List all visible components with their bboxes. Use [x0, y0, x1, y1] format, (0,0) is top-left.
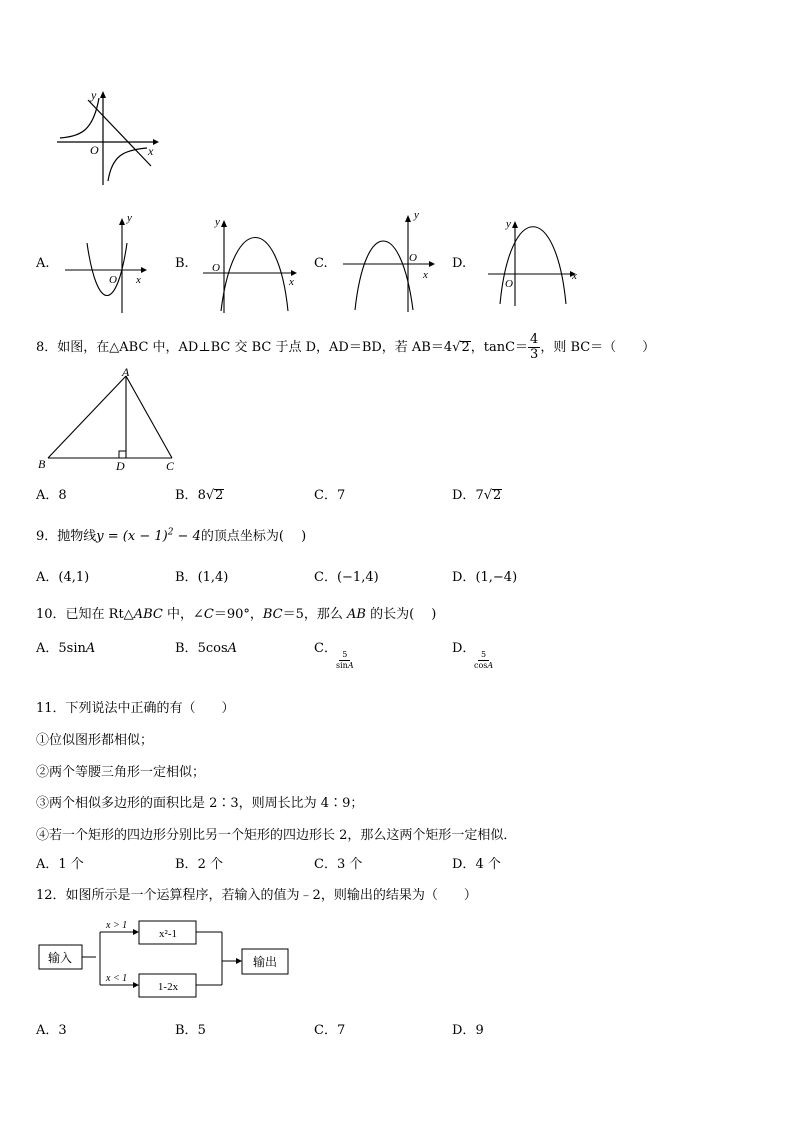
q7-option-d-graph — [488, 216, 588, 308]
q7-option-d-label: D. — [452, 256, 467, 271]
svg-text:x: x — [423, 269, 428, 281]
q11-item-3: ③两个相似多边形的面积比是 2∶3，则周长比为 4∶9； — [36, 796, 364, 811]
svg-text:x: x — [572, 270, 577, 282]
q7-option-a-graph — [65, 213, 155, 313]
q10-option-d[interactable]: D． — [452, 641, 476, 656]
q8-ab-value: 4√2 — [443, 340, 470, 355]
q8-stem: 8．如图，在△ABC 中，AD⊥BC 交 BC 于点 D，AD＝BD，若 AB＝4√2，tanC＝ $\frac{4}{3}$ ，则 BC＝（ ） — [36, 332, 656, 362]
q7-option-c-label: C. — [314, 256, 328, 271]
q12-option-c[interactable]: C．7 — [314, 1023, 346, 1038]
q7-origin-label: O — [90, 143, 99, 157]
q7-y-label: y — [91, 88, 97, 102]
q12-stem: 12．如图所示是一个运算程序，若输入的值为﹣2，则输出的结果为（ ） — [36, 888, 477, 903]
q11-option-a[interactable]: A．1 个 — [36, 857, 84, 872]
svg-text:y: y — [127, 212, 132, 224]
q10-stem: 10．已知在 Rt△ABC 中，∠C＝90°，BC＝5，那么 AB 的长为( ) — [36, 607, 437, 622]
svg-text:y: y — [215, 216, 220, 228]
q10-option-a[interactable]: A．5sinA — [36, 641, 96, 656]
svg-text:y: y — [414, 209, 419, 221]
q7-option-a-label: A. — [36, 256, 50, 271]
q9-option-d[interactable]: D．(1,−4) — [452, 570, 518, 585]
q8-option-a[interactable]: A．8 — [36, 488, 67, 503]
svg-text:B: B — [38, 457, 46, 471]
svg-text:O: O — [409, 252, 417, 264]
svg-text:x: x — [289, 276, 294, 288]
q9-option-c[interactable]: C．(−1,4) — [314, 570, 379, 585]
q10-option-b[interactable]: B．5cosA — [175, 641, 238, 656]
q9-stem: 9．抛物线$y = (x - 1)^2 - 4$的顶点坐标为( ) — [36, 527, 307, 544]
q7-option-b-label: B. — [175, 256, 189, 271]
q10-option-c-fraction: $\frac{5}{\sin A}$ — [336, 650, 354, 670]
svg-text:x < 1: x < 1 — [106, 973, 128, 984]
svg-text:O: O — [212, 262, 220, 274]
svg-text:输出: 输出 — [252, 955, 278, 969]
q12-option-a[interactable]: A．3 — [36, 1023, 67, 1038]
q9-formula: $y = (x - 1)^2 - 4$ — [96, 527, 201, 544]
q10-option-d-fraction: $\frac{5}{\cos A}$ — [474, 650, 494, 670]
q12-flowchart — [38, 918, 298, 1004]
svg-text:D: D — [116, 459, 125, 473]
q11-option-b[interactable]: B．2 个 — [175, 857, 223, 872]
svg-text:1-2x: 1-2x — [157, 981, 179, 993]
svg-text:C: C — [166, 459, 175, 473]
q8-tan-fraction: $\frac{4}{3}$ — [530, 332, 539, 362]
q9-option-a[interactable]: A．(4,1) — [36, 570, 90, 585]
q7-x-label: x — [148, 144, 154, 158]
q11-item-2: ②两个等腰三角形一定相似； — [36, 765, 206, 780]
svg-text:x²-1: x²-1 — [159, 928, 177, 940]
svg-text:输入: 输入 — [47, 951, 73, 965]
svg-text:A: A — [122, 365, 130, 379]
q9-option-b[interactable]: B．(1,4) — [175, 570, 229, 585]
q11-stem: 11．下列说法中正确的有（ ） — [36, 701, 235, 716]
q12-option-d[interactable]: D．9 — [452, 1023, 484, 1038]
svg-text:O: O — [109, 274, 117, 286]
q7-main-graph — [55, 88, 165, 188]
svg-text:y: y — [506, 218, 511, 230]
q8-option-c[interactable]: C．7 — [314, 488, 346, 503]
q11-item-4: ④若一个矩形的四边形分别比另一个矩形的四边形长 2，那么这两个矩形一定相似． — [36, 828, 517, 843]
q12-option-b[interactable]: B．5 — [175, 1023, 206, 1038]
svg-text:O: O — [505, 278, 513, 290]
q11-option-c[interactable]: C．3 个 — [314, 857, 363, 872]
svg-text:x > 1: x > 1 — [106, 920, 128, 931]
q7-option-b-graph — [203, 213, 303, 313]
q10-option-c[interactable]: C． — [314, 641, 337, 656]
q11-item-1: ①位似图形都相似； — [36, 733, 154, 748]
q8-triangle-figure — [36, 364, 186, 474]
q7-option-c-graph — [343, 208, 443, 314]
q8-option-d[interactable]: D．7√2 — [452, 488, 502, 503]
q11-option-d[interactable]: D．4 个 — [452, 857, 501, 872]
q8-option-b[interactable]: B．8√2 — [175, 488, 224, 503]
svg-text:x: x — [136, 274, 141, 286]
